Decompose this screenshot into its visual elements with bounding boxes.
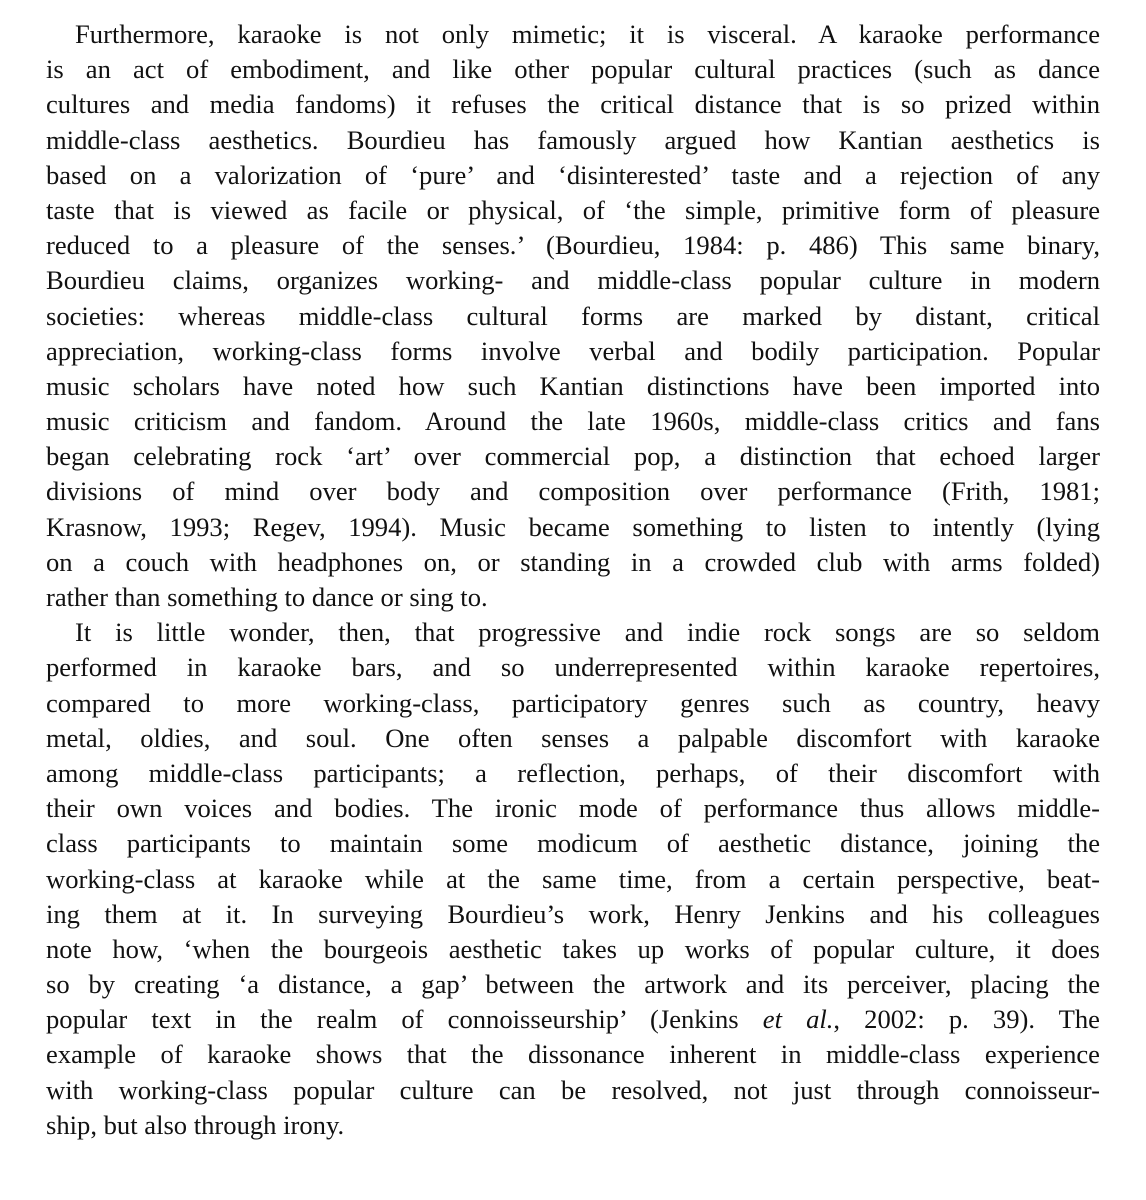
text-line: is an act of embodiment, and like other popular cultural practices (such as dance	[46, 54, 1100, 85]
text-line: rather than something to dance or sing to.	[46, 582, 488, 612]
text-line: music criticism and fandom. Around the late 1960s, middle-class critics and fans	[46, 406, 1100, 437]
text-line: compared to more working-class, participatory genres such as country, heavy	[46, 687, 1100, 718]
text-line: It is little wonder, then, that progressive and indie rock songs are so seldom	[75, 617, 1100, 648]
text-line: began celebrating rock ‘art’ over commercial pop, a distinction that echoed larger	[46, 441, 1100, 472]
text-line: divisions of mind over body and composition over performance (Frith, 1981;	[46, 476, 1100, 507]
text-line: reduced to a pleasure of the senses.’ (Bourdieu, 1984: p. 486) This same binary,	[46, 230, 1100, 261]
text-line: appreciation, working-class forms involve verbal and bodily participation. Popular	[46, 335, 1100, 366]
text-line: cultures and media fandoms) it refuses the critical distance that is so prized within	[46, 89, 1100, 120]
paragraph-1	[46, 17, 1100, 615]
text-line: class participants to maintain some modicum of aesthetic distance, joining the	[46, 828, 1100, 859]
citation-et-al: et al.	[762, 1004, 834, 1035]
text-line: Furthermore, karaoke is not only mimetic; it is visceral. A karaoke performance	[75, 19, 1100, 49]
text-line: example of karaoke shows that the dissonance inherent in middle-class experience	[46, 1039, 1100, 1070]
citation-text-before: popular text in the realm of connoisseurship’ (Jenkins	[46, 1004, 763, 1035]
text-line: note how, ‘when the bourgeois aesthetic takes up works of popular culture, it does	[46, 933, 1100, 964]
body-text	[46, 17, 1100, 1143]
text-line: their own voices and bodies. The ironic mode of performance thus allows middle-	[46, 793, 1100, 824]
text-line: on a couch with headphones on, or standing in a crowded club with arms folded)	[46, 546, 1100, 577]
text-line: with working-class popular culture can be resolved, not just through connoisseur-	[46, 1074, 1100, 1105]
paragraph-2	[46, 615, 1100, 1143]
text-line: metal, oldies, and soul. One often senses a palpable discomfort with karaoke	[46, 722, 1100, 753]
text-line: Krasnow, 1993; Regev, 1994). Music became something to listen to intently (lying	[46, 511, 1100, 542]
text-line: ship, but also through irony.	[46, 1109, 345, 1140]
text-line: societies: whereas middle-class cultural forms are marked by distant, critical	[46, 300, 1100, 331]
text-line: working-class at karaoke while at the same time, from a certain perspective, beat-	[46, 863, 1100, 894]
text-line: so by creating ‘a distance, a gap’ between the artwork and its perceiver, placing the	[46, 969, 1100, 1000]
text-line: ing them at it. In surveying Bourdieu’s work, Henry Jenkins and his colleagues	[46, 898, 1100, 929]
text-line: performed in karaoke bars, and so underrepresented within karaoke repertoires,	[46, 652, 1100, 683]
text-line: Bourdieu claims, organizes working- and middle-class popular culture in modern	[46, 265, 1100, 296]
text-line: taste that is viewed as facile or physical, of ‘the simple, primitive form of pleasure	[46, 194, 1100, 225]
citation-line	[46, 1002, 1100, 1037]
text-line: music scholars have noted how such Kantian distinctions have been imported into	[46, 370, 1100, 401]
text-line: among middle-class participants; a reflection, perhaps, of their discomfort with	[46, 757, 1100, 788]
citation-text-after: , 2002: p. 39). The	[833, 1004, 1100, 1035]
text-line: based on a valorization of ‘pure’ and ‘disinterested’ taste and a rejection of any	[46, 159, 1100, 190]
text-line: middle-class aesthetics. Bourdieu has famously argued how Kantian aesthetics is	[46, 124, 1100, 155]
